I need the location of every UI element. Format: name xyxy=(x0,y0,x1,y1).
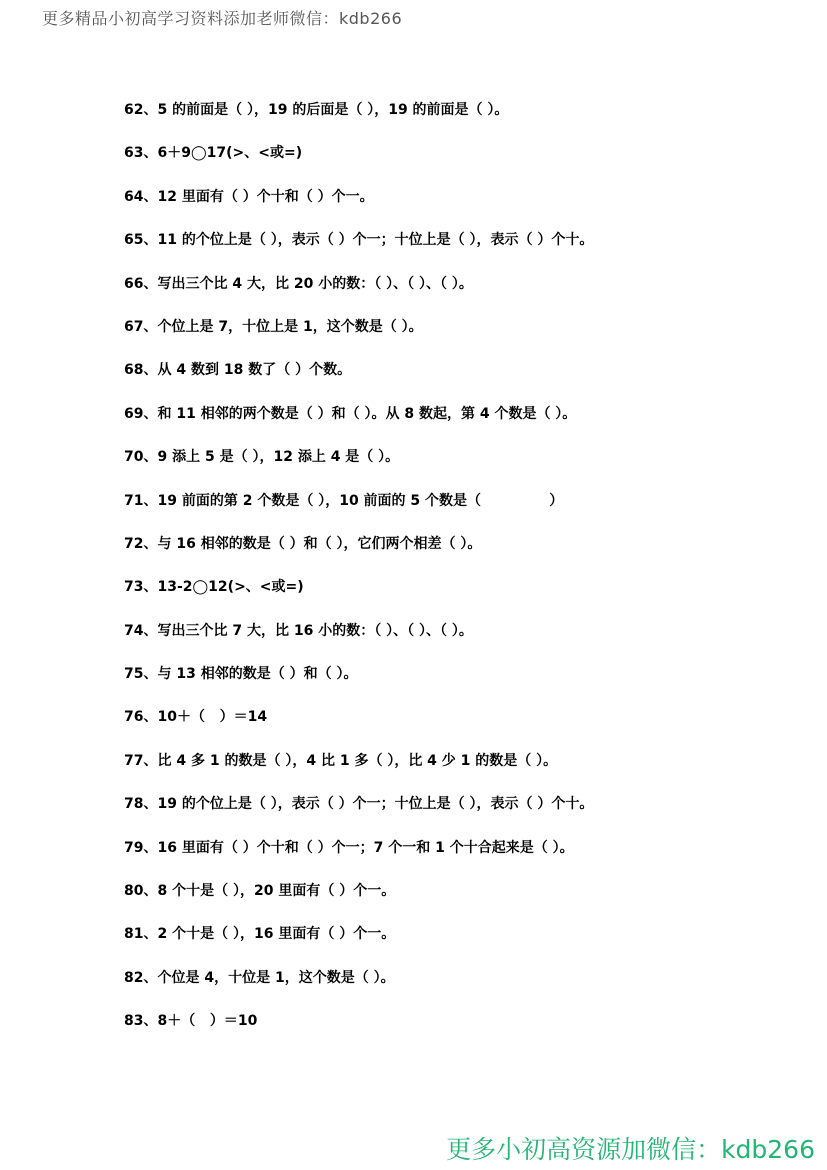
question-64: 64、12 里面有（ ）个十和（ ）个一。 xyxy=(124,188,374,205)
question-76: 76、10＋（ ）＝14 xyxy=(124,709,268,726)
header-promo-text: 更多精品小初高学习资料添加老师微信：kdb266 xyxy=(42,9,403,28)
question-74: 74、写出三个比 7 大，比 16 小的数：（ ）、（ ）、（ ）。 xyxy=(124,622,473,639)
question-69: 69、和 11 相邻的两个数是（ ）和（ ）。从 8 数起，第 4 个数是（ ）。 xyxy=(124,405,577,422)
footer-promo-text: 更多小初高资源加微信：kdb266 xyxy=(446,1135,815,1164)
question-81: 81、2 个十是（ ），16 里面有（ ）个一。 xyxy=(124,926,396,943)
question-65: 65、11 的个位上是（ ），表示（ ）个一；十位上是（ ），表示（ ）个十。 xyxy=(124,232,594,249)
question-82: 82、个位是 4，十位是 1，这个数是（ ）。 xyxy=(124,969,395,986)
question-list xyxy=(124,98,804,1053)
question-80: 80、8 个十是（ ），20 里面有（ ）个一。 xyxy=(124,883,396,900)
question-78: 78、19 的个位上是（ ），表示（ ）个一；十位上是（ ），表示（ ）个十。 xyxy=(124,796,594,813)
question-75: 75、与 13 相邻的数是（ ）和（ ）。 xyxy=(124,666,358,683)
question-77: 77、比 4 多 1 的数是（ ），4 比 1 多（ ），比 4 少 1 的数是（ ）。 xyxy=(124,752,558,769)
question-62: 62、5 的前面是（ ），19 的后面是（ ），19 的前面是（ ）。 xyxy=(124,102,509,118)
question-63: 63、6＋9◯17(>、<或=) xyxy=(124,145,303,162)
question-71: 71、19 前面的第 2 个数是（ ），10 前面的 5 个数是（ ） xyxy=(124,492,564,509)
question-72: 72、与 16 相邻的数是（ ）和（ ），它们两个相差（ ）。 xyxy=(124,535,482,552)
question-73: 73、13-2◯12(>、<或=) xyxy=(124,579,304,596)
question-66: 66、写出三个比 4 大，比 20 小的数：（ ）、（ ）、（ ）。 xyxy=(124,275,473,292)
question-68: 68、从 4 数到 18 数了（ ）个数。 xyxy=(124,362,352,379)
question-70: 70、9 添上 5 是（ ），12 添上 4 是（ ）。 xyxy=(124,449,400,466)
question-83: 83、8＋（ ）＝10 xyxy=(124,1013,258,1030)
question-67: 67、个位上是 7，十位上是 1，这个数是（ ）。 xyxy=(124,318,423,335)
question-79: 79、16 里面有（ ）个十和（ ）个一；7 个一和 1 个十合起来是（ ）。 xyxy=(124,839,574,856)
